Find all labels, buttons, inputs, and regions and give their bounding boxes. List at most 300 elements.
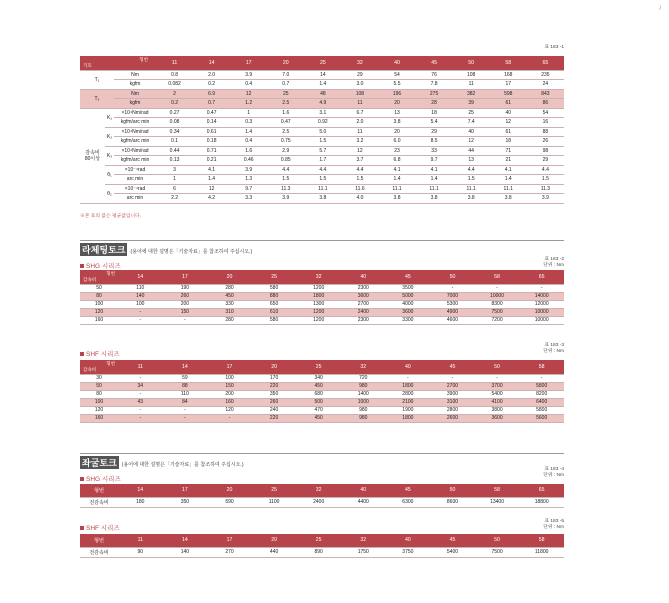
value-cell: 1300 (296, 300, 341, 308)
col-header-label: 형번 (106, 271, 115, 276)
value-cell: 3.0 (341, 80, 378, 90)
symbol-cell: T₁ (80, 70, 114, 89)
value-cell: 2400 (296, 497, 341, 507)
value-cell: 2300 (341, 284, 386, 292)
value-cell: 680 (296, 390, 341, 398)
value-cell: - (207, 414, 252, 422)
square-bullet-icon (80, 352, 84, 356)
value-cell: 0.44 (156, 146, 193, 156)
value-cell: 3300 (386, 316, 431, 324)
value-cell: 4.1 (378, 165, 415, 175)
value-cell: 4000 (386, 300, 431, 308)
value-cell: 6.0 (378, 137, 415, 147)
value-cell: 23 (378, 146, 415, 156)
value-cell: - (118, 406, 163, 414)
row-header-label: 기호 (83, 62, 92, 68)
value-cell: 3.8 (490, 194, 527, 204)
col-header: 40 (341, 270, 386, 284)
col-header: 14 (163, 360, 208, 374)
group-label-line: 80이상 (84, 155, 101, 162)
col-header: 32 (341, 56, 378, 70)
table-row (80, 284, 564, 292)
row-header-label: 감속비 (83, 366, 97, 372)
value-cell: 29 (416, 127, 453, 137)
value-cell: 13 (453, 156, 490, 166)
value-cell: 2 (156, 89, 193, 99)
square-bullet-icon (80, 526, 84, 530)
value-cell: 1000 (341, 398, 386, 406)
value-cell: 4.4 (527, 165, 564, 175)
ratchet-shf-table (80, 360, 564, 423)
col-header: 14 (163, 534, 208, 547)
ratchet-shg-table (80, 270, 564, 325)
value-cell: 29 (341, 70, 378, 80)
value-cell: 4.1 (416, 165, 453, 175)
square-bullet-icon (80, 264, 84, 268)
value-cell: 88 (163, 382, 208, 390)
value-cell: - (118, 308, 163, 316)
value-cell: 39 (453, 99, 490, 109)
value-cell: 5.5 (378, 80, 415, 90)
unit-cell: kgfm (114, 99, 156, 109)
ratio-cell: 160 (80, 414, 118, 422)
col-header: 25 (296, 360, 341, 374)
value-cell: 8200 (519, 390, 564, 398)
ratchet-shg-number: 표 183 -2 단위 : Nm (543, 257, 564, 268)
value-cell: 12000 (519, 300, 564, 308)
value-cell: 1.6 (267, 108, 304, 118)
value-cell: 11.1 (453, 184, 490, 194)
value-cell: 1.3 (230, 175, 267, 185)
value-cell: 150 (163, 308, 208, 316)
col-header: 20 (267, 56, 304, 70)
table-row (80, 108, 564, 118)
value-cell: 16 (527, 118, 564, 128)
value-cell: 61 (490, 99, 527, 109)
col-header: 17 (163, 270, 208, 284)
ratio-cell: 160 (80, 316, 118, 324)
value-cell: 8.5 (416, 137, 453, 147)
col-header: 65 (519, 484, 564, 497)
symbol-cell: θ₁ (105, 165, 114, 184)
ratio-cell: 30 (80, 374, 118, 382)
unit-cell: kgfm/arc min (114, 156, 156, 166)
value-cell: 4.1 (490, 165, 527, 175)
value-cell: 0.61 (193, 127, 230, 137)
value-cell: 100 (118, 300, 163, 308)
col-header: 25 (304, 56, 341, 70)
value-cell: 5800 (519, 406, 564, 414)
value-cell: 2400 (341, 308, 386, 316)
value-cell: 1 (156, 175, 193, 185)
header-row (80, 534, 564, 547)
value-cell: - (118, 390, 163, 398)
diag-header (80, 360, 118, 374)
corner-mark: / (659, 6, 661, 12)
value-cell: 0.2 (193, 80, 230, 90)
buckling-shg-table (80, 484, 564, 508)
value-cell: 3500 (386, 284, 431, 292)
value-cell: 7500 (475, 308, 520, 316)
value-cell: 1200 (296, 308, 341, 316)
table-row (80, 194, 564, 204)
value-cell: 11800 (519, 547, 564, 557)
value-cell: 650 (252, 300, 297, 308)
value-cell: - (386, 374, 431, 382)
col-header: 20 (207, 270, 252, 284)
value-cell: 450 (296, 382, 341, 390)
value-cell: 71 (490, 146, 527, 156)
value-cell: 3.8 (304, 194, 341, 204)
value-cell: 0.1 (156, 137, 193, 147)
value-cell: 3600 (341, 292, 386, 300)
value-cell: 1.4 (378, 175, 415, 185)
value-cell: 0.85 (267, 156, 304, 166)
value-cell: 3600 (475, 414, 520, 422)
value-cell: 580 (252, 316, 297, 324)
col-header: 25 (296, 534, 341, 547)
value-cell: 140 (118, 292, 163, 300)
value-cell: 3.8 (416, 194, 453, 204)
col-header: 40 (341, 484, 386, 497)
value-cell: 7.0 (267, 70, 304, 80)
col-header-label: 형번 (139, 57, 148, 62)
buckling-title: 좌굴토크 (82, 458, 117, 468)
buckling-shf-number: 표 183 -5 단위 : Nm (543, 519, 564, 530)
col-header: 45 (416, 56, 453, 70)
value-cell: 6.7 (341, 108, 378, 118)
ratio-cell: 120 (80, 406, 118, 414)
table-row (80, 89, 564, 99)
value-cell: 260 (252, 398, 297, 406)
unit-cell: kgfm (114, 80, 156, 90)
value-cell: 43 (118, 398, 163, 406)
col-header: 45 (386, 270, 431, 284)
col-header: 65 (519, 270, 564, 284)
col-header: 40 (386, 360, 431, 374)
value-cell: 3.8 (378, 118, 415, 128)
value-cell: 11.1 (490, 184, 527, 194)
value-cell: 1.5 (453, 175, 490, 185)
buckling-shf-subtitle: SHF 시리즈 (80, 523, 120, 532)
value-cell: 0.47 (193, 108, 230, 118)
value-cell: 0.08 (156, 118, 193, 128)
value-cell: 44 (453, 146, 490, 156)
value-cell: 1.5 (304, 175, 341, 185)
value-cell: 450 (207, 292, 252, 300)
value-cell: 12 (230, 89, 267, 99)
value-cell: 18 (416, 108, 453, 118)
value-cell: 5800 (519, 382, 564, 390)
section-rule (80, 240, 564, 241)
value-cell: - (118, 414, 163, 422)
value-cell: 0.2 (156, 99, 193, 109)
value-cell: 1.5 (527, 175, 564, 185)
value-cell: 190 (163, 284, 208, 292)
value-cell: 6.9 (193, 89, 230, 99)
unit-cell: ×10⁴Nm/rad (114, 146, 156, 156)
value-cell: 4.1 (193, 165, 230, 175)
value-cell: 382 (453, 89, 490, 99)
buckling-note: (용어에 대한 설명은「기술자료」를 참조하여 주십시오.) (121, 462, 244, 468)
value-cell: 11 (341, 99, 378, 109)
unit-cell: arc min (114, 194, 156, 204)
value-cell: 40 (490, 108, 527, 118)
value-cell: 24 (527, 80, 564, 90)
value-cell: - (519, 374, 564, 382)
buckling-section-title (80, 456, 244, 469)
value-cell: 1.4 (490, 175, 527, 185)
table-row (80, 146, 564, 156)
ratchet-section-title (80, 243, 252, 256)
ratchet-title: 라체팅토크 (82, 245, 126, 255)
value-cell: 0.14 (193, 118, 230, 128)
ratchet-shf-number: 표 183 -3 단위 : Nm (543, 343, 564, 354)
value-cell: 1 (230, 108, 267, 118)
col-header: 14 (118, 270, 163, 284)
value-cell: 108 (453, 70, 490, 80)
value-cell: 220 (252, 414, 297, 422)
value-cell: 1.5 (341, 175, 378, 185)
value-cell: 2.5 (267, 127, 304, 137)
table-row (80, 156, 564, 166)
ratio-cell: 80 (80, 390, 118, 398)
table-row (80, 118, 564, 128)
value-cell: 110 (163, 390, 208, 398)
table-row (80, 406, 564, 414)
value-cell: 6.8 (378, 156, 415, 166)
value-cell: 4.4 (267, 165, 304, 175)
value-cell: 3.2 (341, 137, 378, 147)
col-header: 50 (430, 270, 475, 284)
value-cell: 88 (527, 127, 564, 137)
value-cell: 3600 (386, 308, 431, 316)
value-cell: 0.4 (230, 137, 267, 147)
value-cell: 580 (252, 284, 297, 292)
value-cell: 14 (304, 70, 341, 80)
value-cell: 4400 (341, 497, 386, 507)
value-cell: 0.3 (230, 118, 267, 128)
col-header: 25 (252, 484, 297, 497)
col-header: 58 (490, 56, 527, 70)
value-cell: 5400 (475, 390, 520, 398)
value-cell: 2100 (386, 398, 431, 406)
table-row (80, 390, 564, 398)
value-cell: 3.1 (304, 108, 341, 118)
value-cell: 1.4 (304, 80, 341, 90)
value-cell: 1800 (386, 414, 431, 422)
value-cell: 3.9 (527, 194, 564, 204)
value-cell: 14000 (519, 292, 564, 300)
value-cell: 220 (252, 382, 297, 390)
value-cell: 17 (490, 80, 527, 90)
value-cell: 0.7 (193, 99, 230, 109)
value-cell: 1.4 (416, 175, 453, 185)
value-cell: 29 (527, 156, 564, 166)
unit-cell: ×10⁴Nm/rad (114, 127, 156, 137)
value-cell: 5.0 (304, 127, 341, 137)
value-cell: 6300 (386, 497, 431, 507)
ratio-cell: 80 (80, 292, 118, 300)
square-bullet-icon (80, 477, 84, 481)
value-cell: 7200 (475, 316, 520, 324)
value-cell: 110 (118, 284, 163, 292)
value-cell: 5600 (519, 414, 564, 422)
value-cell: 0.27 (156, 108, 193, 118)
value-cell: 11 (453, 80, 490, 90)
value-cell: 11.1 (378, 184, 415, 194)
value-cell: 1.4 (193, 175, 230, 185)
value-cell: 980 (341, 414, 386, 422)
value-cell: 108 (341, 89, 378, 99)
value-cell: 18 (490, 137, 527, 147)
ratio-cell: 100 (80, 300, 118, 308)
value-cell: 3 (156, 165, 193, 175)
value-cell: 1.2 (230, 99, 267, 109)
col-header: 32 (296, 270, 341, 284)
value-cell: 8300 (475, 300, 520, 308)
col-header: 50 (475, 534, 520, 547)
value-cell: 590 (207, 497, 252, 507)
unit-cell: ×10⁻⁴rad (114, 165, 156, 175)
value-cell: 4.0 (341, 194, 378, 204)
value-cell: 7.4 (453, 118, 490, 128)
col-header: 32 (341, 360, 386, 374)
table-row (80, 292, 564, 300)
value-cell: 98 (527, 146, 564, 156)
value-cell: 196 (378, 89, 415, 99)
value-cell: 168 (490, 70, 527, 80)
value-cell: 11.1 (304, 184, 341, 194)
value-cell: 2800 (430, 406, 475, 414)
value-cell: 0.92 (304, 118, 341, 128)
value-cell: 18800 (519, 497, 564, 507)
col-header: 50 (430, 484, 475, 497)
value-cell: 11.3 (527, 184, 564, 194)
col-header: 20 (252, 360, 297, 374)
value-cell: 12 (341, 146, 378, 156)
value-cell: 275 (416, 89, 453, 99)
col-header: 50 (453, 56, 490, 70)
buckling-shf-table (80, 534, 564, 558)
value-cell: 0.75 (267, 137, 304, 147)
value-cell: 3700 (475, 382, 520, 390)
value-cell: 280 (207, 284, 252, 292)
ratchet-note: (용어에 대한 설명은「기술자료」를 참조하여 주십시오.) (130, 249, 253, 255)
value-cell: 890 (296, 547, 341, 557)
col-header: 11 (118, 534, 163, 547)
value-cell: 350 (252, 390, 297, 398)
value-cell: 3.8 (453, 194, 490, 204)
table-row (80, 184, 564, 194)
group-label-line: 감속비 (85, 149, 100, 156)
value-cell: - (118, 316, 163, 324)
value-cell: 7500 (475, 547, 520, 557)
value-cell: 4600 (430, 316, 475, 324)
value-cell: 3750 (386, 547, 431, 557)
table-row (80, 547, 564, 557)
table-row (80, 414, 564, 422)
value-cell: 150 (207, 382, 252, 390)
ratchet-shg-subtitle: SHG 시리즈 (80, 261, 121, 270)
value-cell: 20 (378, 99, 415, 109)
value-cell: 84 (163, 398, 208, 406)
value-cell: 1900 (386, 406, 431, 414)
value-cell: 12 (193, 184, 230, 194)
value-cell: 2.9 (267, 146, 304, 156)
unit-cell: arc min (114, 175, 156, 185)
value-cell: 5300 (430, 300, 475, 308)
value-cell: 33 (416, 146, 453, 156)
col-header: 20 (207, 484, 252, 497)
group-label (80, 108, 105, 203)
value-cell: 330 (207, 300, 252, 308)
value-cell: 980 (341, 382, 386, 390)
col-header: 11 (118, 360, 163, 374)
header-row (80, 484, 564, 497)
value-cell: 76 (416, 70, 453, 80)
unit-cell: ×10⁻⁴rad (114, 184, 156, 194)
value-cell: 21 (490, 156, 527, 166)
value-cell: 10000 (475, 292, 520, 300)
value-cell: 11.3 (267, 184, 304, 194)
value-cell: 0.4 (230, 80, 267, 90)
value-cell: 12 (453, 137, 490, 147)
col-header: 25 (252, 270, 297, 284)
col-header: 58 (475, 484, 520, 497)
value-cell: 2.2 (156, 194, 193, 204)
table-row (80, 175, 564, 185)
value-cell: - (475, 284, 520, 292)
value-cell: 2700 (341, 300, 386, 308)
value-cell: 4.4 (304, 165, 341, 175)
value-cell: 180 (118, 497, 163, 507)
value-cell: 1100 (252, 497, 297, 507)
table-row (80, 70, 564, 80)
col-header: 40 (378, 56, 415, 70)
unit-cell: kgfm/arc min (114, 137, 156, 147)
value-cell: - (118, 374, 163, 382)
value-cell: 0.21 (193, 156, 230, 166)
value-cell: 3900 (430, 390, 475, 398)
value-cell: 6 (156, 184, 193, 194)
ratchet-shf-subtitle: SHF 시리즈 (80, 349, 120, 358)
table-row (80, 300, 564, 308)
ratio-cell: 50 (80, 284, 118, 292)
table-row (80, 316, 564, 324)
value-cell: 880 (252, 292, 297, 300)
value-cell: 8600 (430, 497, 475, 507)
value-cell: 90 (118, 547, 163, 557)
value-cell: 9.7 (230, 184, 267, 194)
value-cell: 200 (163, 300, 208, 308)
value-cell: 3100 (430, 398, 475, 406)
value-cell: - (519, 284, 564, 292)
table1-number: 표 183 -1 (544, 45, 564, 50)
value-cell: 240 (252, 406, 297, 414)
value-cell: 7000 (430, 292, 475, 300)
value-cell: 4.4 (453, 165, 490, 175)
table1-footnote: ※본 표의 값은 평균값입니다. (80, 214, 142, 219)
section-rule (80, 453, 564, 454)
col-header: 17 (207, 360, 252, 374)
ratio-cell: 120 (80, 308, 118, 316)
spec-table-corner (80, 56, 156, 70)
value-cell: 11 (341, 127, 378, 137)
value-cell: 1800 (386, 382, 431, 390)
buckling-shg-number: 표 183 -4 단위 : Nm (543, 467, 564, 478)
value-cell: 25 (453, 108, 490, 118)
